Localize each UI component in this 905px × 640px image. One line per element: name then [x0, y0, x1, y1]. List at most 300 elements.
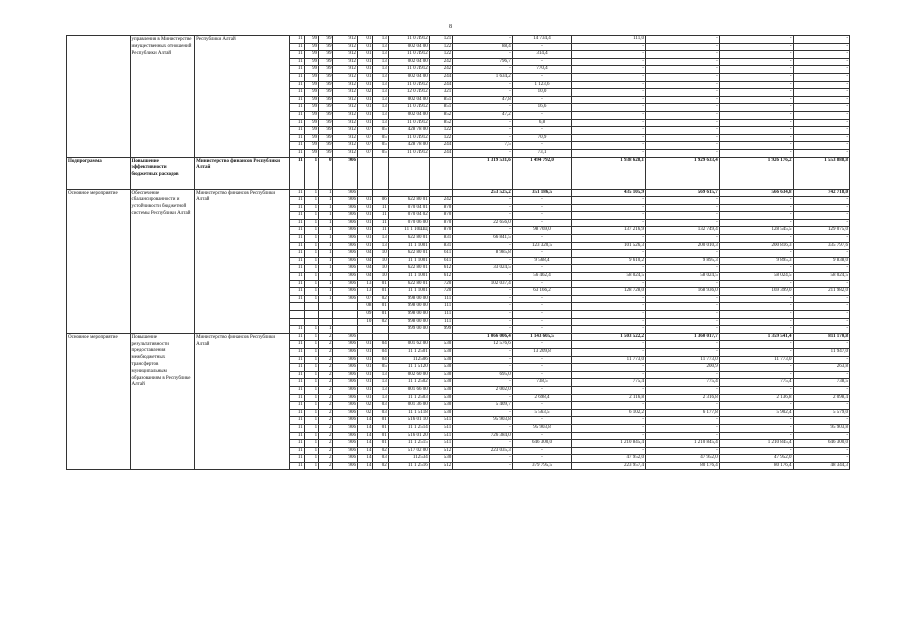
- cell: 04: [373, 356, 388, 364]
- cell: -: [572, 111, 646, 119]
- cell: 11: [290, 447, 304, 455]
- cell: 1 634,2: [453, 73, 512, 81]
- cell: -: [645, 295, 719, 303]
- cell: 11: [290, 197, 304, 205]
- cell: -: [719, 348, 793, 356]
- cell: -: [719, 73, 793, 81]
- cell: 11: [290, 250, 304, 258]
- cell: 01: [373, 432, 388, 440]
- cell: -: [453, 104, 512, 112]
- cell: 04: [358, 250, 373, 258]
- cell: -: [793, 219, 849, 227]
- cell: 01: [358, 341, 373, 349]
- cell: -: [719, 43, 793, 51]
- cell: 11 0 Л912: [388, 149, 429, 157]
- cell: -: [453, 212, 512, 220]
- cell: 11: [290, 265, 304, 273]
- cell: -: [572, 250, 646, 258]
- cell: 906: [333, 364, 358, 372]
- cell: -: [453, 326, 512, 334]
- cell: 070 04 01: [388, 204, 429, 212]
- cell: 11 1 2514: [388, 424, 429, 432]
- cell: 11: [290, 119, 304, 127]
- cell: 912: [333, 73, 358, 81]
- cell: [67, 36, 131, 158]
- cell: 720: [429, 288, 453, 296]
- cell: -: [572, 43, 646, 51]
- cell: 01: [358, 371, 373, 379]
- cell: -: [793, 66, 849, 74]
- cell: 99: [319, 96, 333, 104]
- cell: 1 319 531,6: [453, 157, 512, 189]
- cell: 05: [373, 364, 388, 372]
- cell: -: [793, 212, 849, 220]
- cell: 22 656,0: [453, 219, 512, 227]
- cell: 04: [373, 348, 388, 356]
- cell: 99: [319, 66, 333, 74]
- cell: 244: [429, 142, 453, 150]
- cell: 11: [373, 227, 388, 235]
- cell: [358, 157, 373, 189]
- cell: 99: [304, 51, 318, 59]
- cell: 122: [429, 134, 453, 142]
- cell: 11: [290, 111, 304, 119]
- cell: 912: [333, 134, 358, 142]
- cell: -: [793, 402, 849, 410]
- cell: 263,8: [793, 364, 849, 372]
- cell: 1: [304, 402, 318, 410]
- cell: 11: [290, 242, 304, 250]
- cell: 11 1 2516: [388, 462, 429, 470]
- cell: 99: [319, 134, 333, 142]
- cell: 02: [358, 409, 373, 417]
- cell: 1: [319, 280, 333, 288]
- cell: 2: [319, 447, 333, 455]
- cell: 1: [304, 432, 318, 440]
- cell: 1: [304, 326, 318, 334]
- cell: 11 947,0: [793, 348, 849, 356]
- cell: -: [719, 341, 793, 349]
- cell: -: [572, 417, 646, 425]
- cell: 223 035,3: [453, 447, 512, 455]
- cell: 5 902,4: [719, 409, 793, 417]
- cell: 111: [429, 311, 453, 319]
- cell: -: [719, 66, 793, 74]
- cell: 1 494 792,0: [512, 157, 571, 189]
- cell: 1 929 633,4: [645, 157, 719, 189]
- cell: 05: [373, 149, 388, 157]
- cell: 58 024,5: [793, 273, 849, 281]
- cell: 11: [290, 157, 304, 189]
- cell: 253 525,2: [453, 189, 512, 197]
- cell: 10,0: [512, 89, 571, 97]
- cell: [388, 189, 429, 197]
- cell: [319, 303, 333, 311]
- cell: Министерство финансов Республики Алтай: [195, 157, 290, 189]
- cell: 11: [290, 409, 304, 417]
- cell: -: [453, 394, 512, 402]
- cell: -: [512, 341, 571, 349]
- cell: 998 00 00: [388, 303, 429, 311]
- cell: 99: [304, 73, 318, 81]
- cell: -: [793, 417, 849, 425]
- cell: 906: [333, 265, 358, 273]
- cell: 516 01 10: [388, 417, 429, 425]
- cell: 2: [319, 341, 333, 349]
- cell: 906: [333, 409, 358, 417]
- cell: -: [645, 311, 719, 319]
- cell: -: [512, 250, 571, 258]
- cell: -: [793, 142, 849, 150]
- cell: 11 1 2501: [388, 348, 429, 356]
- cell: 99: [319, 127, 333, 135]
- cell: 47 952,0: [719, 455, 793, 463]
- cell: -: [512, 295, 571, 303]
- cell: 11: [373, 219, 388, 227]
- cell: 14: [358, 447, 373, 455]
- cell: 1 210 845,4: [572, 440, 646, 448]
- cell: 335 797,6: [793, 242, 849, 250]
- cell: 11: [290, 212, 304, 220]
- cell: 906: [333, 440, 358, 448]
- cell: 002 04 00: [388, 111, 429, 119]
- cell: 379 795,5: [512, 462, 571, 470]
- cell: Обеспечение сбалансированности и устойчивости бюджетной системы Республики Алтай: [130, 189, 195, 333]
- cell: 906: [333, 386, 358, 394]
- cell: 01: [358, 66, 373, 74]
- cell: 2: [319, 356, 333, 364]
- cell: -: [793, 447, 849, 455]
- cell: 11: [290, 235, 304, 243]
- cell: 13: [373, 89, 388, 97]
- cell: -: [793, 104, 849, 112]
- cell: -: [719, 36, 793, 44]
- cell: 1: [304, 348, 318, 356]
- cell: -: [512, 73, 571, 81]
- cell: 11: [290, 386, 304, 394]
- cell: 2 136,8: [719, 394, 793, 402]
- cell: -: [645, 219, 719, 227]
- cell: 11 0 Л912: [388, 36, 429, 44]
- cell: 01: [358, 348, 373, 356]
- cell: 1 210 845,4: [645, 440, 719, 448]
- cell: 99: [304, 149, 318, 157]
- cell: -: [645, 424, 719, 432]
- cell: 906: [333, 341, 358, 349]
- cell: -: [719, 104, 793, 112]
- cell: 1 143 605,5: [512, 333, 571, 341]
- cell: 14: [358, 417, 373, 425]
- cell: 01: [358, 51, 373, 59]
- cell: 851: [429, 104, 453, 112]
- cell: 200 816,3: [719, 242, 793, 250]
- cell: 11 1 5118: [388, 409, 429, 417]
- cell: 2: [319, 394, 333, 402]
- cell: 99: [304, 96, 318, 104]
- cell: 99: [319, 89, 333, 97]
- cell: 695,0: [453, 371, 512, 379]
- cell: 517 02 00: [388, 447, 429, 455]
- cell: -: [719, 111, 793, 119]
- cell: 102 037,4: [453, 280, 512, 288]
- cell: 622 80 01: [388, 235, 429, 243]
- cell: 11: [290, 295, 304, 303]
- cell: 11: [290, 341, 304, 349]
- cell: 2: [319, 462, 333, 470]
- cell: 99: [319, 73, 333, 81]
- cell: [333, 326, 358, 334]
- cell: [373, 157, 388, 189]
- cell: [304, 318, 318, 326]
- cell: 99: [304, 58, 318, 66]
- cell: -: [645, 417, 719, 425]
- cell: 01: [358, 379, 373, 387]
- cell: 99: [319, 58, 333, 66]
- cell: 11: [290, 280, 304, 288]
- cell: -: [512, 311, 571, 319]
- cell: -: [719, 89, 793, 97]
- cell: 906: [333, 402, 358, 410]
- cell: 14: [358, 455, 373, 463]
- cell: 1: [304, 341, 318, 349]
- cell: 11: [290, 394, 304, 402]
- cell: -: [793, 280, 849, 288]
- cell: -: [512, 318, 571, 326]
- cell: 01: [358, 227, 373, 235]
- cell: 0: [319, 157, 333, 189]
- cell: 906: [333, 235, 358, 243]
- cell: -: [572, 386, 646, 394]
- cell: -: [453, 288, 512, 296]
- cell: -: [645, 89, 719, 97]
- cell: 01: [358, 73, 373, 81]
- cell: 1: [304, 379, 318, 387]
- cell: 13: [373, 242, 388, 250]
- cell: 428 78 00: [388, 142, 429, 150]
- cell: 13: [373, 81, 388, 89]
- cell: 08: [358, 303, 373, 311]
- cell: 02: [373, 462, 388, 470]
- cell: -: [572, 303, 646, 311]
- cell: 906: [333, 417, 358, 425]
- cell: 1: [304, 235, 318, 243]
- cell: 47 952,0: [645, 455, 719, 463]
- cell: -: [719, 265, 793, 273]
- cell: 2: [319, 424, 333, 432]
- cell: 998 00 00: [388, 311, 429, 319]
- cell: 9 895,3: [645, 257, 719, 265]
- cell: 2: [319, 432, 333, 440]
- table-row: [67, 189, 850, 197]
- cell: Повышение эффективности бюджетных расходов: [130, 157, 195, 189]
- cell: 9 610,2: [572, 257, 646, 265]
- cell: -: [719, 402, 793, 410]
- cell: 435 105,9: [572, 189, 646, 197]
- cell: -: [572, 66, 646, 74]
- cell: 512: [429, 447, 453, 455]
- cell: 11: [290, 227, 304, 235]
- cell: 111: [429, 303, 453, 311]
- cell: 770,4: [512, 66, 571, 74]
- cell: 1: [304, 219, 318, 227]
- cell: 870: [429, 227, 453, 235]
- cell: -: [719, 51, 793, 59]
- cell: 01: [358, 364, 373, 372]
- cell: 16,6: [512, 104, 571, 112]
- cell: 11 1 1001: [388, 273, 429, 281]
- cell: -: [453, 273, 512, 281]
- cell: -: [572, 204, 646, 212]
- cell: -: [645, 265, 719, 273]
- cell: -: [572, 432, 646, 440]
- cell: -: [793, 204, 849, 212]
- cell: -: [572, 119, 646, 127]
- cell: 070 04 02: [388, 212, 429, 220]
- cell: [373, 326, 388, 334]
- cell: 530: [429, 341, 453, 349]
- cell: -: [572, 104, 646, 112]
- cell: 912: [333, 119, 358, 127]
- cell: 11: [290, 379, 304, 387]
- cell: 1 503 522,2: [572, 333, 646, 341]
- cell: -: [645, 81, 719, 89]
- cell: 11: [290, 348, 304, 356]
- cell: -: [793, 197, 849, 205]
- cell: 04: [358, 257, 373, 265]
- cell: -: [719, 386, 793, 394]
- cell: 242: [429, 58, 453, 66]
- cell: 001 62 00: [388, 341, 429, 349]
- cell: -: [453, 318, 512, 326]
- cell: 06: [373, 197, 388, 205]
- cell: 242: [429, 197, 453, 205]
- cell: 1: [319, 257, 333, 265]
- cell: 530: [429, 348, 453, 356]
- cell: -: [572, 142, 646, 150]
- cell: 99: [319, 43, 333, 51]
- cell: -: [453, 89, 512, 97]
- cell: 870: [429, 212, 453, 220]
- cell: -: [645, 326, 719, 334]
- cell: 999: [429, 326, 453, 334]
- cell: -: [719, 250, 793, 258]
- cell: 530: [429, 371, 453, 379]
- cell: 001 66 00: [388, 386, 429, 394]
- cell: -: [793, 51, 849, 59]
- cell: 811 170,8: [793, 333, 849, 341]
- cell: -: [453, 134, 512, 142]
- cell: 1: [304, 333, 318, 341]
- cell: 11 1 1001: [388, 257, 429, 265]
- cell: 99: [304, 127, 318, 135]
- cell: 906: [333, 197, 358, 205]
- cell: -: [572, 197, 646, 205]
- cell: 611: [429, 250, 453, 258]
- cell: [319, 318, 333, 326]
- cell: -: [719, 212, 793, 220]
- cell: Основное мероприятие: [67, 333, 131, 470]
- cell: 11: [290, 89, 304, 97]
- cell: 99: [304, 66, 318, 74]
- cell: 99: [319, 142, 333, 150]
- cell: -: [719, 81, 793, 89]
- cell: 11: [290, 432, 304, 440]
- cell: -: [453, 455, 512, 463]
- cell: -: [793, 295, 849, 303]
- cell: 122: [429, 43, 453, 51]
- cell: 111,0: [572, 36, 646, 44]
- cell: 906: [333, 333, 358, 341]
- cell: -: [453, 242, 512, 250]
- cell: 530: [429, 379, 453, 387]
- cell: -: [572, 219, 646, 227]
- cell: 11 773,0: [572, 356, 646, 364]
- cell: 14 734,4: [512, 36, 571, 44]
- cell: -: [793, 341, 849, 349]
- cell: 530: [429, 394, 453, 402]
- cell: -: [645, 66, 719, 74]
- cell: 912: [333, 43, 358, 51]
- cell: 906: [333, 295, 358, 303]
- cell: 99: [304, 81, 318, 89]
- cell: [333, 311, 358, 319]
- cell: 906: [333, 204, 358, 212]
- cell: 646 300,0: [512, 440, 571, 448]
- cell: -: [645, 303, 719, 311]
- cell: 02: [358, 89, 373, 97]
- cell: 47,2: [453, 111, 512, 119]
- cell: 12 0 Л912: [388, 89, 429, 97]
- cell: 95 903,8: [793, 424, 849, 432]
- cell: 831: [429, 235, 453, 243]
- cell: Министерство финансов Республики Алтай: [195, 333, 290, 470]
- cell: 07: [358, 134, 373, 142]
- cell: -: [453, 119, 512, 127]
- cell: 11: [290, 104, 304, 112]
- cell: -: [512, 303, 571, 311]
- cell: 11: [290, 333, 304, 341]
- cell: 1: [319, 219, 333, 227]
- cell: 314,4: [512, 51, 571, 59]
- cell: 11 1 2515: [388, 440, 429, 448]
- cell: 66 841,5: [453, 235, 512, 243]
- cell: 11: [290, 66, 304, 74]
- cell: [373, 189, 388, 197]
- cell: 512: [429, 462, 453, 470]
- cell: 01: [358, 386, 373, 394]
- cell: [333, 303, 358, 311]
- cell: -: [793, 235, 849, 243]
- cell: -: [572, 295, 646, 303]
- cell: 1: [304, 356, 318, 364]
- cell: [373, 333, 388, 341]
- cell: 1: [319, 265, 333, 273]
- cell: 13: [373, 104, 388, 112]
- cell: -: [645, 386, 719, 394]
- cell: 2: [319, 386, 333, 394]
- cell: -: [572, 341, 646, 349]
- cell: 13: [373, 394, 388, 402]
- cell: 1 210 845,4: [719, 440, 793, 448]
- cell: 11: [290, 326, 304, 334]
- cell: 1: [304, 204, 318, 212]
- cell: 07: [358, 127, 373, 135]
- cell: -: [793, 432, 849, 440]
- cell: 912: [333, 127, 358, 135]
- cell: -: [645, 235, 719, 243]
- cell: -: [645, 104, 719, 112]
- cell: 1: [304, 212, 318, 220]
